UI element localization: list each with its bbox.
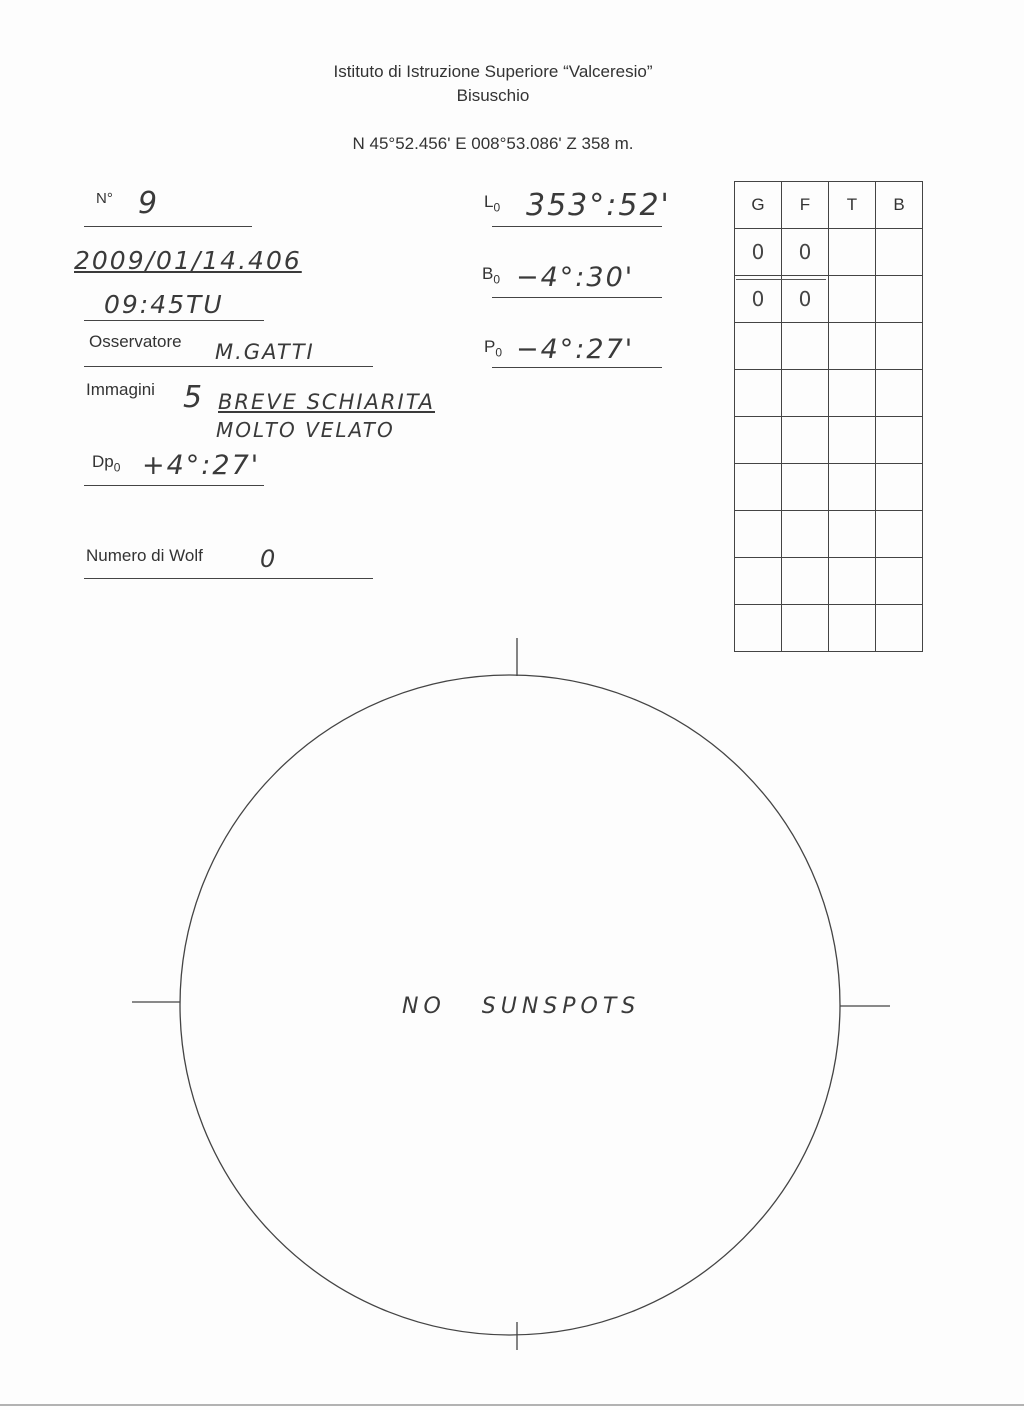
grid-cell-f1: 0 [782, 229, 829, 276]
grid-cell-f2: 0 [782, 276, 829, 323]
images-note-1: BREVE SCHIARITA [218, 390, 435, 414]
disk-note: NO SUNSPOTS [402, 994, 641, 1019]
institute-title: Istituto di Istruzione Superiore “Valceresio” [333, 62, 653, 81]
grid-header-t: T [829, 182, 876, 229]
grid-cell-g1: 0 [735, 229, 782, 276]
l0-label: $L_0$ [484, 192, 501, 215]
date-value: 2009/01/14.406 [74, 246, 302, 275]
number-value: 9 [138, 186, 160, 221]
grid-header-f: F [782, 182, 829, 229]
time-value: 09:45TU [104, 290, 224, 319]
observer-label: Osservatore [89, 332, 182, 351]
station-coordinates: N 45°52.456' E 008°53.086' Z 358 m. [352, 134, 634, 153]
b0-value: −4°:30' [516, 262, 635, 293]
grid-header-b: B [876, 182, 923, 229]
dp-value: +4°:27' [142, 450, 261, 481]
grid-header-g: G [735, 182, 782, 229]
images-note-2: MOLTO VELATO [216, 418, 395, 442]
grid-cell-g2: 0 [735, 276, 782, 323]
dp-label: $Dp_0$ [92, 452, 121, 475]
wolf-value: 0 [260, 545, 278, 573]
town-name: Bisuschio [456, 86, 530, 105]
l0-value: 353°:52' [526, 188, 671, 223]
wolf-label: Numero di Wolf [86, 546, 203, 565]
number-label: N° [96, 190, 113, 207]
b0-label: $B_0$ [482, 264, 501, 287]
observer-value: M.GATTI [215, 340, 315, 364]
p0-label: $P_0$ [484, 337, 503, 360]
images-value: 5 [183, 380, 205, 415]
images-label: Immagini [86, 380, 155, 399]
p0-value: −4°:27' [516, 334, 635, 365]
